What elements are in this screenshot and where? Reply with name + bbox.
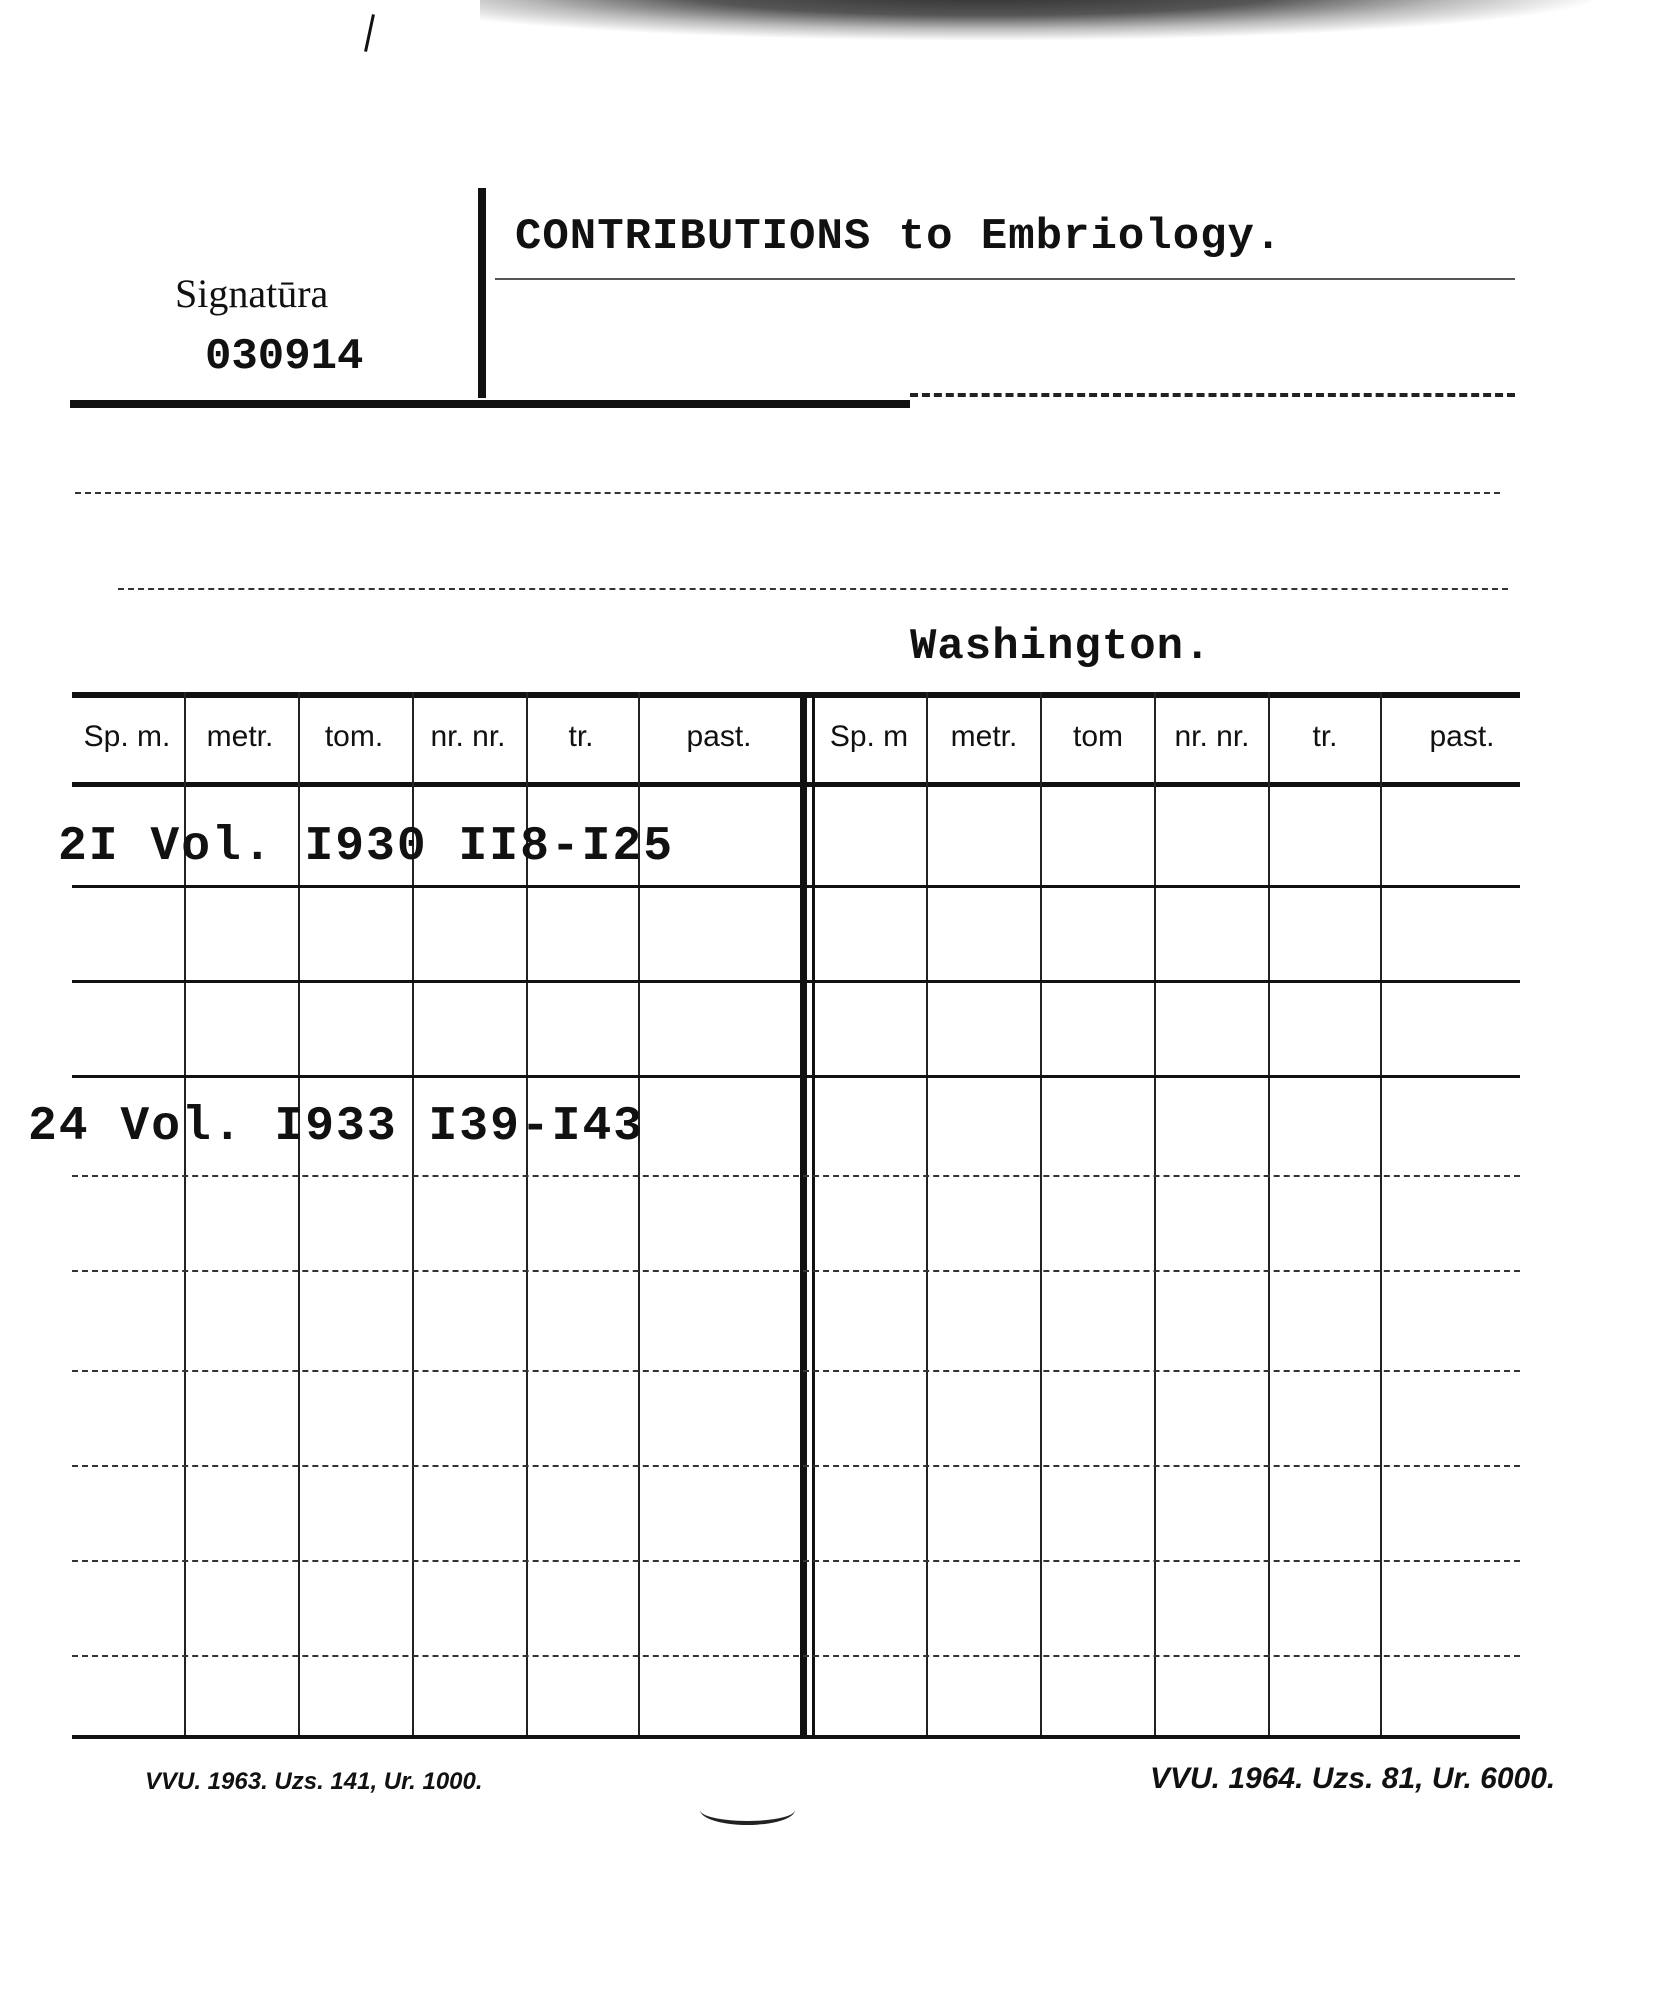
scan-mark: [364, 14, 375, 52]
footer-stamp-right: VVU. 1964. Uzs. 81, Ur. 6000.: [1150, 1762, 1556, 1795]
scan-scuff: [700, 1795, 795, 1825]
table-top-rule: [72, 692, 1520, 698]
column-line-7: [1040, 692, 1042, 1735]
table-bottom-rule: [72, 1735, 1520, 1739]
header-tr-right: tr.: [1312, 720, 1338, 753]
table-center-divider-2: [812, 692, 815, 1735]
header-past-right: past.: [1429, 720, 1495, 753]
holding-entry-1: 2I Vol. I930 II8-I25: [58, 820, 675, 874]
row-line-7: [72, 1465, 1520, 1467]
row-line-1: [72, 885, 1520, 888]
column-line-8: [1154, 692, 1156, 1735]
header-divider: [478, 188, 486, 398]
signature-number: 030914: [205, 332, 364, 382]
place-label: Washington.: [910, 622, 1212, 672]
row-line-6: [72, 1370, 1520, 1372]
header-sp-m-right: Sp. m: [829, 720, 909, 753]
blank-line-1: [75, 492, 1500, 494]
row-line-8: [72, 1560, 1520, 1562]
row-line-3: [72, 1075, 1520, 1078]
header-metr-left: metr.: [206, 720, 274, 753]
holding-entry-2: 24 Vol. I933 I39-I43: [28, 1100, 645, 1154]
column-line-10: [1380, 692, 1382, 1735]
row-line-2: [72, 980, 1520, 983]
row-line-9: [72, 1655, 1520, 1657]
header-rule: [70, 400, 910, 408]
title-underline: [495, 278, 1515, 280]
header-tom-right: tom: [1072, 720, 1123, 753]
header-nr-right: nr. nr.: [1174, 720, 1250, 753]
card-title: CONTRIBUTIONS to Embriology.: [515, 212, 1283, 262]
header-tr-left: tr.: [568, 720, 594, 753]
header-past-left: past.: [686, 720, 752, 753]
table-center-divider: [800, 692, 807, 1735]
column-line-9: [1268, 692, 1270, 1735]
column-line-6: [926, 692, 928, 1735]
scan-smudge: [480, 0, 1600, 40]
header-rule-dashed: [910, 393, 1515, 397]
table-header-rule: [72, 782, 1520, 787]
header-sp-m-left: Sp. m.: [83, 720, 171, 753]
signature-label: Signatūra: [175, 271, 329, 316]
footer-stamp-left: VVU. 1963. Uzs. 141, Ur. 1000.: [145, 1768, 483, 1795]
blank-line-2: [118, 588, 1508, 590]
row-line-5: [72, 1270, 1520, 1272]
header-metr-right: metr.: [950, 720, 1018, 753]
header-nr-left: nr. nr.: [430, 720, 506, 753]
row-line-4: [72, 1175, 1520, 1177]
header-tom-left: tom.: [324, 720, 384, 753]
